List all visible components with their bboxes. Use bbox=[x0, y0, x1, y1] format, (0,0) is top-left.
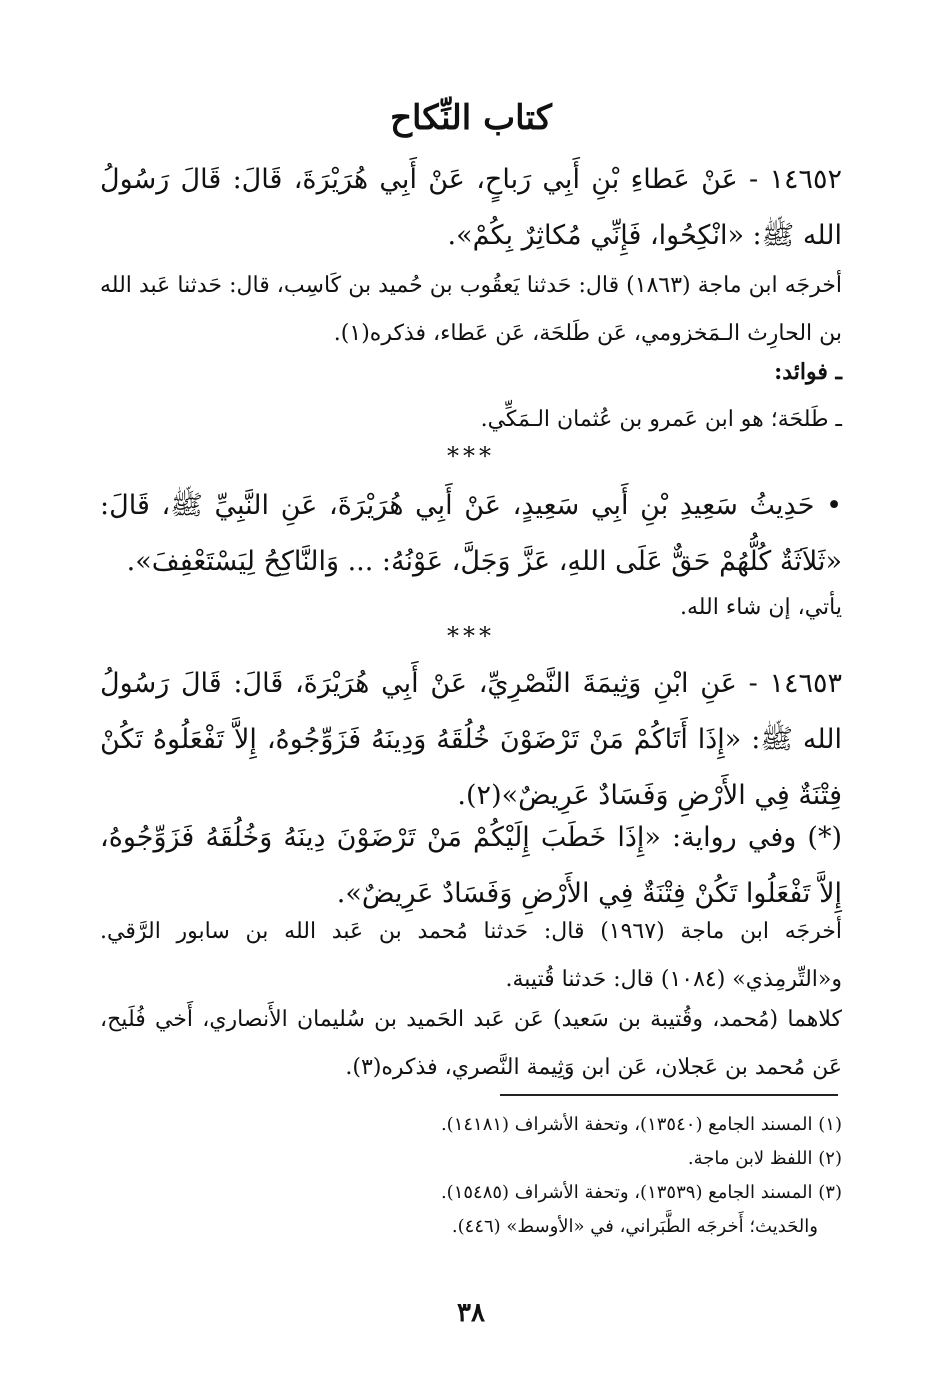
footnote-1: (١) المسند الجامع (١٣٥٤٠)، وتحفة الأشراف (١٤١٨١). bbox=[440, 1114, 842, 1135]
footnote-divider bbox=[500, 1094, 838, 1096]
footnotes bbox=[100, 1108, 842, 1244]
hadith-sa-id-matn: • حَدِيثُ سَعِيدِ بْنِ أَبِي سَعِيدٍ، عَنْ أَبِي هُرَيْرَةَ، عَنِ النَّبِيِّ ﷺ، قَالَ: «ثَلاَثَةٌ كُلُّهُمْ حَقٌّ عَلَى اللهِ، عَزَّ وَجَلَّ، عَوْنُهُ: ... وَالنَّاكِحُ لِيَسْتَعْفِفَ». bbox=[100, 490, 842, 577]
footnote-2: (٢) اللفظ لابن ماجة. bbox=[687, 1148, 842, 1169]
section-separator: *** bbox=[447, 622, 495, 650]
chapter-title: كتاب النِّكاح bbox=[390, 98, 552, 138]
hadith-14652-matn: ١٤٦٥٢ - عَنْ عَطاءِ بْنِ أَبِي رَباحٍ، عَنْ أَبِي هُرَيْرَةَ، قَالَ: قَالَ رَسُولُ الله ﷺ: «انْكِحُوا، فَإِنِّي مُكاثِرٌ بِكُمْ». bbox=[100, 164, 842, 251]
footnote-3: (٣) المسند الجامع (١٣٥٣٩)، وتحفة الأشراف (١٥٤٨٥). bbox=[440, 1182, 842, 1203]
hadith-14653-matn: ١٤٦٥٣ - عَنِ ابْنِ وَثِيمَةَ النَّصْرِيِّ، عَنْ أَبِي هُرَيْرَةَ، قَالَ: قَالَ رَسُولُ الله ﷺ: «إِذَا أَتَاكُمْ مَنْ تَرْضَوْنَ خُلُقَهُ وَدِينَهُ فَزَوِّجُوهُ، إِلاَّ تَفْعَلُوهُ تَكُنْ فِتْنَةٌ فِي الأَرْضِ وَفَسَادٌ عَرِيضٌ»(٢). bbox=[100, 668, 842, 811]
hadith-14653-takhrij-2: كلاهما (مُحمد، وقُتيبة بن سَعيد) عَن عَبد الحَميد بن سُليمان الأَنصاري، أَخي فُلَيح، عَن مُحمد بن عَجلان، عَن ابن وَثِيمة النَّصري، فذكره(٣). bbox=[100, 1007, 842, 1080]
hadith-14653-riwaya: (*) وفي رواية: «إِذَا خَطَبَ إِلَيْكُمْ مَنْ تَرْضَوْنَ دِينَهُ وَخُلُقَهُ فَزَوِّجُوهُ، إِلاَّ تَفْعَلُوا تَكُنْ فِتْنَةٌ فِي الأَرْضِ وَفَسَادٌ عَرِيضٌ». bbox=[100, 822, 842, 909]
page-number: ٣٨ bbox=[457, 1298, 485, 1328]
hadith-14652-takhrij: أخرجَه ابن ماجة (١٨٦٣) قال: حَدثنا يَعقُوب بن حُميد بن كَاسِب، قال: حَدثنا عَبد الله بن الحارِث الـمَخزومي، عَن طَلحَة، عَن عَطاء، فذكره(١). bbox=[100, 273, 843, 346]
section-separator: *** bbox=[447, 442, 495, 470]
hadith-14653-takhrij-1: أخرجَه ابن ماجة (١٩٦٧) قال: حَدثنا مُحمد بن عَبد الله بن سابور الرَّقي. و«التِّرمِذي» (١٠٨٤) قال: حَدثنا قُتيبة. bbox=[100, 919, 842, 992]
footnote-3-continued: والحَديث؛ أَخرجَه الطَّبَراني، في «الأوسط» (٤٤٦). bbox=[451, 1216, 818, 1237]
fawaid-heading: ـ فوائد: bbox=[774, 359, 842, 385]
hadith-sa-id-note: يأتي، إن شاء الله. bbox=[679, 595, 842, 620]
fawaid-item: ـ طَلحَة؛ هو ابن عَمرو بن عُثمان الـمَكِّي. bbox=[480, 407, 842, 432]
